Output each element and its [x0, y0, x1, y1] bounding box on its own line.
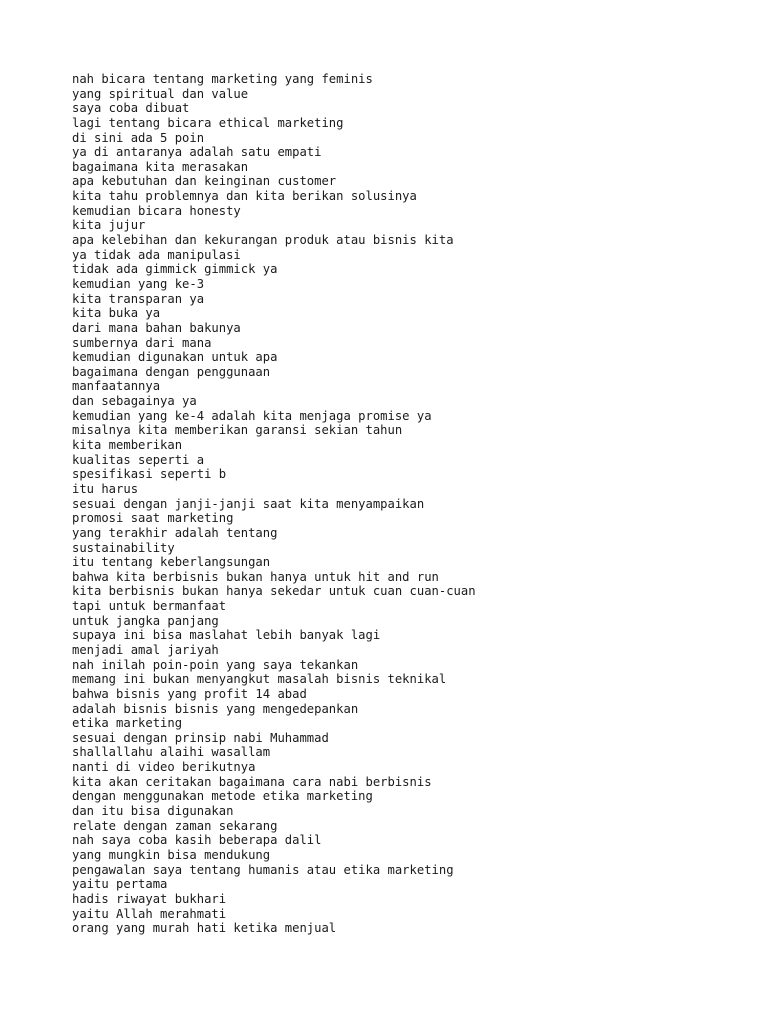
- text-line: apa kelebihan dan kekurangan produk atau bisnis kita: [72, 233, 454, 248]
- text-line: apa kebutuhan dan keinginan customer: [72, 174, 337, 189]
- text-line: untuk jangka panjang: [72, 613, 219, 628]
- text-line: nah saya coba kasih beberapa dalil: [72, 833, 322, 848]
- text-line: nah bicara tentang marketing yang feminis: [72, 72, 373, 86]
- text-line: kita jujur: [72, 218, 146, 233]
- text-line: orang yang murah hati ketika menjual: [72, 921, 337, 936]
- text-line: ya tidak ada manipulasi: [72, 247, 241, 262]
- text-line: promosi saat marketing: [72, 511, 234, 526]
- text-line: sesuai dengan janji-janji saat kita menyampaikan: [72, 496, 425, 511]
- text-line: nah inilah poin-poin yang saya tekankan: [72, 657, 359, 672]
- text-line: relate dengan zaman sekarang: [72, 818, 278, 833]
- text-line: etika marketing: [72, 716, 183, 731]
- text-line: kita berbisnis bukan hanya sekedar untuk cuan cuan-cuan: [72, 584, 476, 599]
- text-line: yaitu pertama: [72, 877, 168, 892]
- text-line: sustainability: [72, 540, 175, 555]
- text-line: yaitu Allah merahmati: [72, 906, 227, 921]
- text-line: saya coba dibuat: [72, 101, 190, 116]
- text-line: sumbernya dari mana: [72, 335, 212, 350]
- text-line: bahwa bisnis yang profit 14 abad: [72, 686, 307, 701]
- transcript-text: [72, 72, 476, 936]
- text-line: kita tahu problemnya dan kita berikan solusinya: [72, 189, 417, 204]
- text-line: kualitas seperti a: [72, 452, 205, 467]
- text-line: tapi untuk bermanfaat: [72, 599, 227, 614]
- text-line: bagaimana kita merasakan: [72, 159, 249, 174]
- text-line: memang ini bukan menyangkut masalah bisnis teknikal: [72, 672, 447, 687]
- text-line: bahwa kita berbisnis bukan hanya untuk hit and run: [72, 569, 439, 584]
- text-line: kemudian yang ke-3: [72, 276, 205, 291]
- text-line: kita transparan ya: [72, 291, 205, 306]
- text-line: spesifikasi seperti b: [72, 467, 227, 482]
- text-line: kita memberikan: [72, 438, 183, 453]
- text-line: kita buka ya: [72, 306, 161, 321]
- text-line: dan sebagainya ya: [72, 394, 197, 409]
- text-line: pengawalan saya tentang humanis atau etika marketing: [72, 862, 454, 877]
- text-line: dan itu bisa digunakan: [72, 804, 234, 819]
- text-line: bagaimana dengan penggunaan: [72, 364, 271, 379]
- text-line: shallallahu alaihi wasallam: [72, 745, 271, 760]
- text-line: nanti di video berikutnya: [72, 760, 256, 775]
- text-line: supaya ini bisa maslahat lebih banyak lagi: [72, 628, 381, 643]
- text-line: manfaatannya: [72, 379, 161, 394]
- text-line: itu harus: [72, 481, 139, 496]
- text-line: kemudian bicara honesty: [72, 203, 241, 218]
- text-line: misalnya kita memberikan garansi sekian tahun: [72, 423, 403, 438]
- text-line: adalah bisnis bisnis yang mengedepankan: [72, 701, 359, 716]
- text-line: itu tentang keberlangsungan: [72, 555, 271, 570]
- text-line: sesuai dengan prinsip nabi Muhammad: [72, 730, 329, 745]
- text-line: menjadi amal jariyah: [72, 642, 219, 657]
- text-line: hadis riwayat bukhari: [72, 891, 227, 906]
- text-line: ya di antaranya adalah satu empati: [72, 145, 322, 160]
- text-line: yang terakhir adalah tentang: [72, 525, 278, 540]
- text-line: kita akan ceritakan bagaimana cara nabi berbisnis: [72, 774, 432, 789]
- text-line: dari mana bahan bakunya: [72, 320, 241, 335]
- text-line: kemudian digunakan untuk apa: [72, 350, 278, 365]
- text-line: di sini ada 5 poin: [72, 130, 205, 145]
- text-line: yang mungkin bisa mendukung: [72, 847, 271, 862]
- text-line: yang spiritual dan value: [72, 86, 249, 101]
- text-line: kemudian yang ke-4 adalah kita menjaga promise ya: [72, 408, 432, 423]
- text-line: lagi tentang bicara ethical marketing: [72, 115, 344, 130]
- text-line: dengan menggunakan metode etika marketing: [72, 789, 373, 804]
- text-line: tidak ada gimmick gimmick ya: [72, 262, 278, 277]
